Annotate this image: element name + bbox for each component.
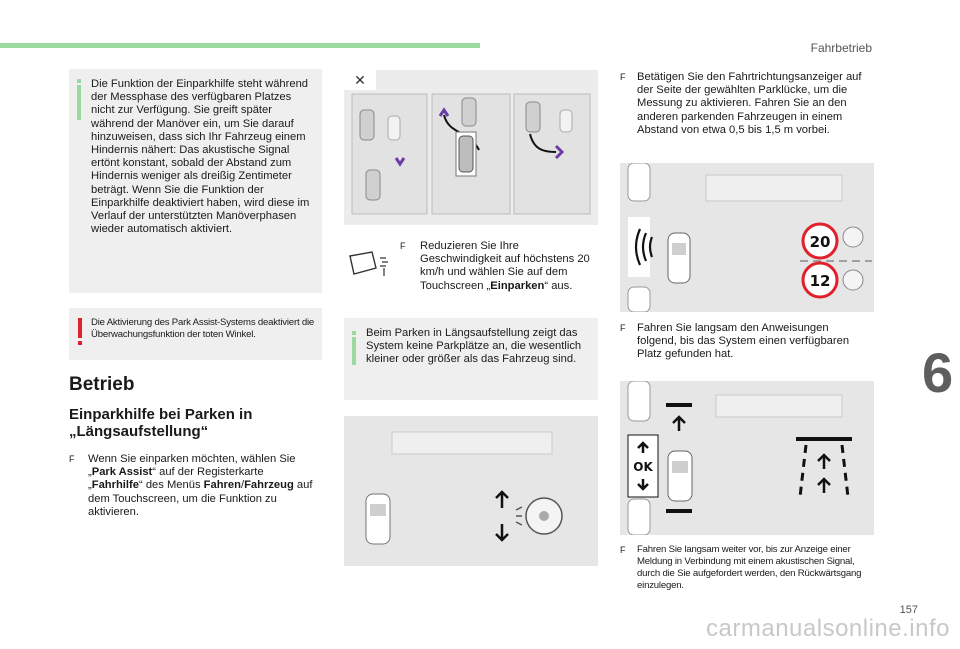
step-reverse-gear	[620, 544, 872, 592]
info-icon	[352, 337, 356, 365]
parking-sensor-car-icon	[346, 248, 392, 280]
watermark: carmanualsonline.info	[706, 615, 950, 642]
speed-12-label: 12	[809, 272, 831, 290]
subheading-laengsaufstellung: Einparkhilfe bei Parken in „Längsaufstellung“	[69, 406, 253, 440]
step-reduce-speed	[400, 240, 595, 293]
warning-box-blind-spot	[69, 308, 322, 360]
info-text: Beim Parken in Längsaufstellung zeigt das System keine Parkplätze an, die wesentlich kleiner oder größer als das Fahrzeug sind.	[366, 327, 582, 366]
step-activate-park-assist	[69, 453, 319, 519]
panel-2	[432, 94, 510, 214]
chapter-number: 6	[922, 341, 954, 404]
step-text: Fahren Sie langsam weiter vor, bis zur Anzeige einer Meldung in Verbindung mit einem akustischen Signal, durch die Sie aufgefordert werden, den Rückwärtsgang einzulegen.	[637, 544, 862, 591]
panel-3	[514, 94, 590, 214]
term-einparken: Einparken	[490, 279, 545, 292]
info-box-parking-size	[344, 318, 598, 400]
bullet-marker: F	[69, 454, 75, 464]
bullet-marker: F	[620, 72, 626, 82]
bullet-marker: F	[620, 323, 626, 333]
info-icon	[77, 85, 81, 120]
step-text: Reduzieren Sie Ihre Geschwindigkeit auf höchstens 20 km/h und wählen Sie auf dem Touchscreen „	[420, 240, 590, 292]
step-text: “ auf der Registerkarte „	[88, 466, 264, 492]
speed-20-label: 20	[809, 233, 831, 251]
parking-screen-illustration	[344, 70, 598, 225]
info-text: Die Funktion der Einparkhilfe steht während der Messphase des verfügbaren Platzes nicht zur Verfügung. Sie greift später während der Manöver ein, um Sie darauf hinzuweisen, dass sich Ihr Fahrzeug einem Hindernis nähert: Das akustische Signal ertönt konstant, sobald der Abstand zum Hindernis weniger als dreißig Zentimeter beträgt. Wenn Sie die Funktion der Einparkhilfe deaktiviert haben, wird diese im Verlauf der unterstützten Manöverphasen wieder automatisch aktiviert.	[91, 78, 310, 236]
space-found-illustration	[620, 381, 874, 535]
term-fahrzeug: Fahrzeug	[244, 479, 294, 492]
step-text: Fahren Sie langsam den Anweisungen folgend, bis das System einen verfügbaren Platz gefunden hat.	[637, 322, 850, 361]
steering-wheel-icon	[843, 270, 863, 290]
term-park-assist: Park Assist	[91, 466, 153, 479]
step-text: Betätigen Sie den Fahrtrichtungsanzeiger auf der Seite der gewählten Parklücke, um die Messung zu aktivieren. Fahren Sie an den anderen parkenden Fahrzeugen in einem Abstand von etwa 0,5 bis 1,5 m vorbei.	[637, 71, 862, 136]
step-indicator	[620, 71, 870, 137]
target-bar-icon	[796, 437, 852, 441]
ok-label: OK	[633, 460, 653, 474]
step-text: /	[240, 479, 245, 492]
step-text: “ aus.	[544, 279, 573, 292]
close-icon: ✕	[354, 73, 366, 89]
step-text: auf dem Touchscreen, um die Funktion zu aktivieren.	[88, 479, 313, 518]
heading-betrieb: Betrieb	[69, 374, 135, 395]
step-text: Wenn Sie einparken möchten, wählen Sie „	[88, 453, 296, 479]
bullet-marker: F	[400, 241, 406, 251]
car-icon	[668, 451, 692, 501]
warning-icon	[78, 318, 82, 338]
info-box-parking-aid	[69, 69, 322, 293]
panel-1	[352, 94, 427, 214]
measurement-illustration	[620, 163, 874, 312]
term-fahren: Fahren	[203, 479, 241, 492]
car-icon	[366, 494, 390, 544]
car-icon	[668, 233, 690, 283]
term-fahrhilfe: Fahrhilfe	[91, 479, 139, 492]
parking-approach-illustration	[344, 416, 598, 566]
warning-text: Die Aktivierung des Park Assist-Systems deaktiviert die Überwachungsfunktion der toten Winkel.	[91, 317, 315, 340]
header-accent-bar	[0, 43, 480, 48]
page-number: 157	[899, 604, 918, 616]
step-drive-slowly	[620, 322, 870, 362]
step-text: “ des Menüs	[138, 479, 204, 492]
section-title: Fahrbetrieb	[810, 41, 872, 55]
steering-wheel-icon	[843, 227, 863, 247]
bullet-marker: F	[620, 545, 626, 555]
